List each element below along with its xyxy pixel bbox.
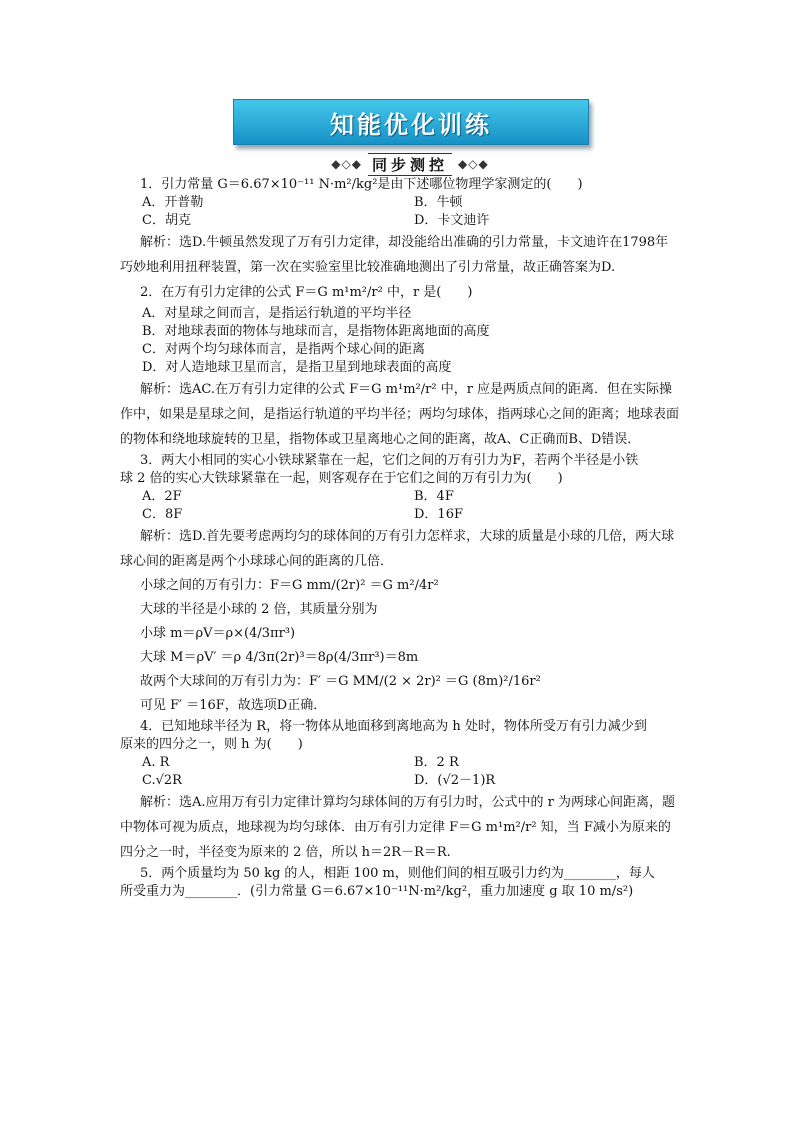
section-title: 同步测控 bbox=[368, 153, 452, 176]
q2-stem: 2．在万有引力定律的公式 F＝G m¹m²/r² 中，r 是( ) bbox=[140, 285, 473, 300]
q3-option-b: B．4F bbox=[414, 489, 454, 504]
q3-formula-large-force: 故两个大球间的万有引力为：F′ ＝G MM/(2 × 2r)² ＝G (8m)²/16r² bbox=[140, 674, 541, 689]
q1-option-a: A．开普勒 bbox=[142, 195, 204, 210]
q1-solution: 解析：选D.牛顿虽然发现了万有引力定律，却没能给出准确的引力常量，卡文迪许在1798年巧妙地利用扭秤装置，第一次在实验室里比较准确地测出了引力常量，故正确答案为D. bbox=[120, 235, 669, 275]
section-header bbox=[325, 154, 495, 174]
q3-formula-small-force: 小球之间的万有引力：F＝G mm/(2r)² ＝G m²/4r² bbox=[140, 578, 439, 593]
q2-solution: 解析：选AC.在万有引力定律的公式 F＝G m¹m²/r² 中，r 应是两质点间的距离．但在实际操作中，如果是星球之间，是指运行轨道的平均半径；两均匀球体，指两球心之间的距离；地球表面的物体和绕地球旋转的卫星，指物体或卫星离地心之间的距离，故A、C正确而B、D错误． bbox=[120, 382, 680, 447]
q3-option-d: D．16F bbox=[414, 507, 463, 522]
q3-conclusion: 可见 F′ ＝16F，故选项D正确． bbox=[140, 698, 327, 713]
exercise-content bbox=[120, 176, 680, 901]
diamond-decoration-right: ◆◇◆ bbox=[458, 157, 489, 171]
q3-formula-large-mass: 大球 M＝ρV′ ＝ρ 4/3π(2r)³＝8ρ(4/3πr³)＝8m bbox=[140, 650, 419, 665]
q2-option-a: A．对星球之间而言，是指运行轨道的平均半径 bbox=[142, 306, 412, 321]
q5-stem-line2: 所受重力为________．(引力常量 G＝6.67×10⁻¹¹N·m²/kg²，重力加速度 g 取 10 m/s²) bbox=[120, 884, 634, 899]
q3-options-row1 bbox=[120, 488, 680, 506]
q4-options-row2 bbox=[120, 772, 680, 790]
q3-stem-line2: 球 2 倍的实心大铁球紧靠在一起，则客观存在于它们之间的万有引力为( ) bbox=[120, 471, 563, 486]
q1-option-d: D．卡文迪许 bbox=[414, 213, 490, 228]
q5-stem-line1: 5．两个质量均为 50 kg 的人，相距 100 m，则他们间的相互吸引力约为________，每人 bbox=[140, 866, 655, 881]
q1-option-c: C．胡克 bbox=[142, 213, 191, 228]
q3-formula-small-mass: 小球 m＝ρV＝ρ×(4/3πr³) bbox=[140, 626, 296, 641]
q3-stem-line1: 3．两大小相同的实心小铁球紧靠在一起，它们之间的万有引力为F，若两个半径是小铁 bbox=[140, 453, 639, 468]
q3-options-row2 bbox=[120, 506, 680, 524]
q3-option-a: A．2F bbox=[142, 489, 182, 504]
q3-option-c: C．8F bbox=[142, 507, 183, 522]
q1-option-b: B．牛顿 bbox=[414, 195, 463, 210]
q1-options-row2 bbox=[120, 212, 680, 230]
q2-option-c: C．对两个均匀球体而言，是指两个球心间的距离 bbox=[142, 342, 425, 357]
q4-options-row1 bbox=[120, 754, 680, 772]
q4-option-a: A. R bbox=[142, 755, 170, 770]
title-banner bbox=[233, 99, 589, 145]
diamond-decoration-left: ◆◇◆ bbox=[331, 157, 362, 171]
q1-options-row1 bbox=[120, 194, 680, 212]
page-title: 知能优化训练 bbox=[330, 110, 492, 139]
q3-solution: 解析：选D.首先要考虑两均匀的球体间的万有引力怎样求，大球的质量是小球的几倍，两大球球心间的距离是两个小球球心间的距离的几倍． bbox=[120, 529, 675, 569]
q4-option-b: B．2 R bbox=[414, 755, 459, 770]
q2-option-b: B．对地球表面的物体与地球而言，是指物体距离地面的高度 bbox=[142, 324, 490, 339]
q4-option-d: D．(√2－1)R bbox=[414, 773, 496, 788]
q2-option-d: D．对人造地球卫星而言，是指卫星到地球表面的高度 bbox=[142, 360, 452, 375]
q4-option-c: C.√2R bbox=[142, 773, 182, 788]
q1-stem: 1．引力常量 G＝6.67×10⁻¹¹ N·m²/kg²是由下述哪位物理学家测定的( ) bbox=[140, 177, 583, 192]
q3-formula-radius-note: 大球的半径是小球的 2 倍，其质量分别为 bbox=[140, 602, 378, 617]
q4-solution: 解析：选A.应用万有引力定律计算均匀球体间的万有引力时，公式中的 r 为两球心间距离，题中物体可视为质点，地球视为均匀球体．由万有引力定律 F＝G m¹m²/r² 知，当 F减小为原来的四分之一时，半径变为原来的 2 倍，所以 h＝2R－R＝R. bbox=[120, 795, 676, 860]
q4-stem-line1: 4．已知地球半径为 R，将一物体从地面移到离地高为 h 处时，物体所受万有引力减少到 bbox=[140, 719, 647, 734]
q4-stem-line2: 原来的四分之一，则 h 为( ) bbox=[120, 737, 303, 752]
